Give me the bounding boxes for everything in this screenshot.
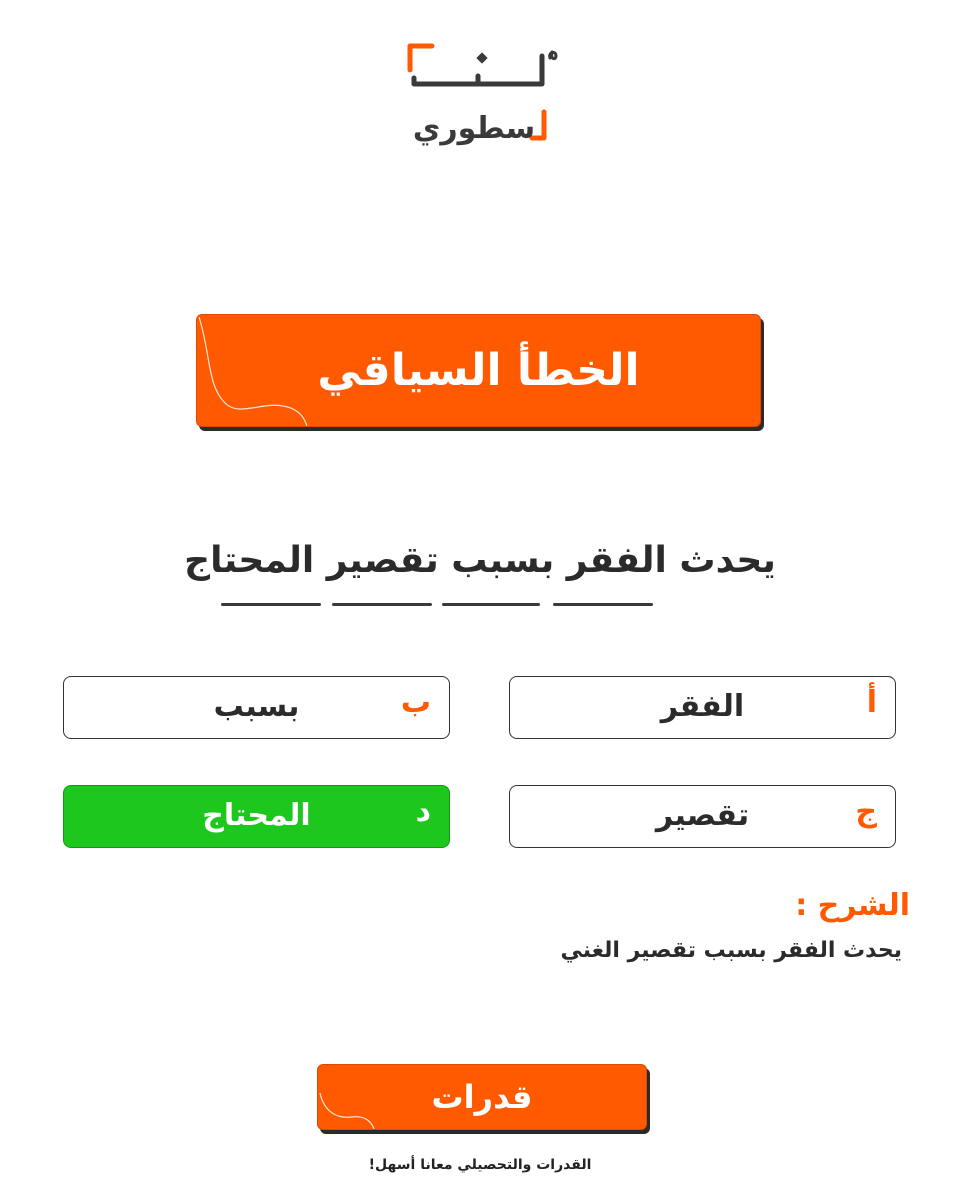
blank-line-2 (442, 603, 540, 606)
option-d-correct[interactable] (63, 785, 450, 848)
category-button-wrap (317, 1064, 650, 1134)
logo-wordmark-glyphs (392, 40, 572, 150)
option-letter: أ (866, 685, 877, 720)
option-text: الفقر (660, 689, 745, 724)
blank-line-3 (332, 603, 432, 606)
option-text: بسبب (213, 689, 300, 724)
option-letter: ج (855, 794, 877, 829)
option-letter: ب (400, 685, 431, 720)
option-text: المحتاج (202, 798, 311, 833)
explanation-label: الشرح : (795, 888, 910, 923)
page-title: الخطأ السياقي (317, 345, 640, 396)
blank-line-4 (221, 603, 321, 606)
option-c[interactable] (509, 785, 896, 848)
title-banner (196, 314, 764, 431)
category-button[interactable] (317, 1064, 647, 1130)
option-b[interactable] (63, 676, 450, 739)
question-sentence: يحدث الفقر بسبب تقصير المحتاج (184, 540, 776, 581)
option-text: تقصير (655, 798, 750, 833)
svg-text:سطوري: سطوري (412, 111, 536, 146)
title-banner-box (196, 314, 761, 427)
category-button-label: قدرات (431, 1078, 533, 1116)
brand-logo (392, 40, 572, 150)
footer-tagline: القدرات والتحصيلي معانا أسهل! (368, 1157, 592, 1173)
option-letter: د (415, 794, 431, 829)
blank-line-1 (553, 603, 653, 606)
explanation-text: يحدث الفقر بسبب تقصير الغني (560, 938, 902, 963)
option-a[interactable] (509, 676, 896, 739)
